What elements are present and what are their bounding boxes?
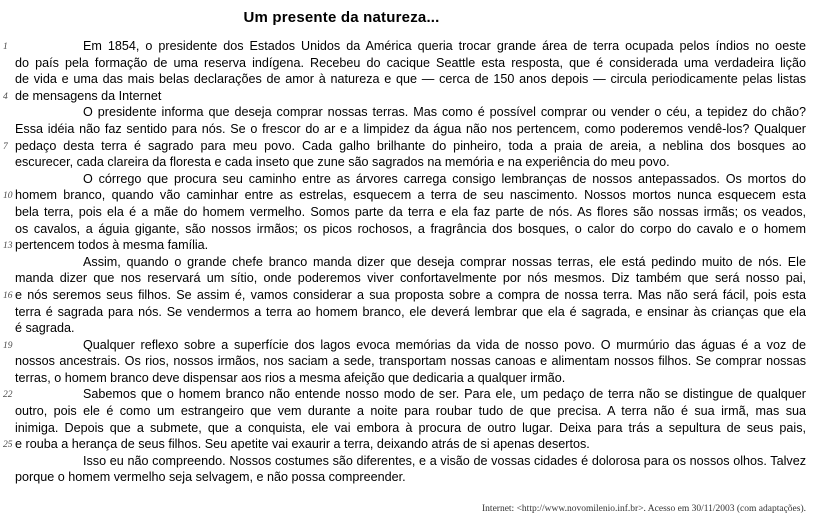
text-line	[3, 287, 806, 304]
line-number: 16	[3, 290, 13, 301]
text-line	[3, 88, 806, 105]
text-line	[15, 204, 806, 221]
line-number: 22	[3, 390, 13, 401]
text-line-content: é sagrada.	[15, 321, 75, 336]
text-line-content: O presidente informa que deseja comprar nossas terras. Mas como é possível comprar ou vender o céu, a tepidez do chão?	[83, 105, 806, 120]
text-line	[15, 469, 806, 486]
text-line-content: Essa idéia não faz sentido para nós. Se o frescor do ar e a limpidez da água não nos pertencem, como poderemos vendê-los? Qualquer	[15, 121, 806, 136]
text-line	[3, 337, 806, 354]
text-line	[15, 71, 806, 88]
text-line-content: de mensagens da Internet	[15, 88, 162, 103]
text-line	[3, 38, 806, 55]
line-number: 10	[3, 191, 13, 202]
text-line-content: homem branco, quando vão caminhar entre as estrelas, esquecem a terra de seu nascimento. Nossos mortos nunca esquecem esta	[15, 188, 806, 203]
text-line-content: pertencem todos à mesma família.	[15, 238, 209, 253]
text-line	[15, 270, 806, 287]
text-line	[15, 171, 806, 188]
text-line	[3, 386, 806, 403]
text-line	[3, 138, 806, 155]
document-body	[3, 38, 806, 486]
line-number: 7	[3, 141, 8, 152]
text-line-content: escurecer, cada clareira da floresta e cada inseto que zune são sagrados na memória e na experiência do meu povo.	[15, 155, 670, 170]
line-number: 19	[3, 340, 13, 351]
source-citation: Internet: <http://www.novomilenio.inf.br>. Acesso em 30/11/2003 (com adaptações).	[482, 504, 806, 514]
text-line-content: nossos ancestrais. Os rios, nossos irmãos, nos saciam a sede, transportam nossas canoas e alimentam nossos filhos. Se comprar nossas	[15, 354, 806, 369]
text-line	[15, 370, 806, 387]
line-number: 25	[3, 440, 13, 451]
text-line-content: do país pela formação de uma reserva indígena. Recebeu do cacique Seattle esta resposta, que é considerada uma verdadeira lição	[15, 55, 806, 70]
text-line-content: inimiga. Depois que a submete, que a conquista, ele vai embora à procura de outro lugar. Deixa para trás a sepultura de seus pais,	[15, 420, 806, 435]
text-line	[3, 237, 806, 254]
text-line-content: outro, pois ele é como um estrangeiro que vem durante a noite para roubar tudo de que precisa. A terra não é sua irmã, mas sua	[15, 404, 806, 419]
text-line-content: bela terra, pois ela é a mãe do homem vermelho. Somos parte da terra e ela faz parte de nós. As flores são nossas irmãs; os veados,	[15, 204, 806, 219]
text-line	[15, 320, 806, 337]
text-line-content: Em 1854, o presidente dos Estados Unidos da América queria trocar grande área de terra ocupada pelos índios no oeste	[83, 39, 806, 53]
text-line	[15, 353, 806, 370]
text-line-content: Isso eu não compreendo. Nossos costumes são diferentes, e a visão de vossas cidades é dolorosa para os nossos olhos. Talvez	[83, 453, 806, 468]
page-title: Um presente da natureza...	[243, 9, 440, 26]
line-number: 13	[3, 241, 13, 252]
text-line	[15, 304, 806, 321]
text-line-content: pedaço desta terra é sagrado para meu povo. Cada galho brilhante do pinheiro, toda a praia de areia, a neblina dos bosques ao	[15, 138, 806, 153]
text-line-content: os cavalos, a águia gigante, são nossos irmãos; os picos rochosos, a fragrância dos bosques, o calor do corpo do cavalo e o homem	[15, 221, 806, 236]
text-line-content: Sabemos que o homem branco não entende nosso modo de ser. Para ele, um pedaço de terra não se distingue de qualquer	[83, 387, 806, 402]
text-line-content: Assim, quando o grande chefe branco manda dizer que deseja comprar nossas terras, ele está pedindo muito de nós. Ele	[83, 254, 806, 269]
text-line	[15, 154, 806, 171]
text-line-content: e nós seremos seus filhos. Se assim é, vamos considerar a sua proposta sobre a compra de nossa terra. Mas não será fácil, pois esta	[15, 287, 806, 302]
text-line	[3, 187, 806, 204]
text-line	[15, 403, 806, 420]
text-line	[15, 104, 806, 121]
text-line-content: O córrego que procura seu caminho entre as árvores carrega consigo lembranças de nossos antepassados. Os mortos do	[83, 171, 806, 186]
line-number: 1	[3, 42, 8, 52]
text-line	[15, 221, 806, 238]
text-line	[3, 436, 806, 453]
text-line-content: Qualquer reflexo sobre a superfície dos lagos evoca memórias da vida de nosso povo. O murmúrio das águas é a voz de	[83, 337, 806, 352]
text-line-content: e rouba a herança de seus filhos. Seu apetite vai exaurir a terra, deixando atrás de si apenas desertos.	[15, 437, 590, 452]
text-line-content: manda dizer que nos reservará um sítio, onde poderemos viver confortavelmente por nós mesmos. Diz também que será nosso pai,	[15, 271, 806, 286]
line-number: 4	[3, 91, 8, 102]
text-line-content: terras, o homem branco deve dispensar aos rios a mesma afeição que dedicaria a qualquer irmão.	[15, 370, 566, 385]
text-line-content: de vida e uma das mais belas declarações de amor à natureza e que — cerca de 150 anos depois — circula periodicamente pelas listas	[15, 72, 806, 87]
text-line	[15, 55, 806, 72]
text-line-content: terra é sagrada para nós. Se vendermos a terra ao homem branco, ele deverá lembrar que ela é sagrada, e ensinar às crianças que ela	[15, 304, 806, 319]
text-line	[15, 121, 806, 138]
text-line-content: porque o homem vermelho seja selvagem, e não possa compreender.	[15, 470, 406, 485]
text-line	[15, 254, 806, 271]
text-line	[15, 420, 806, 437]
text-line	[15, 453, 806, 470]
